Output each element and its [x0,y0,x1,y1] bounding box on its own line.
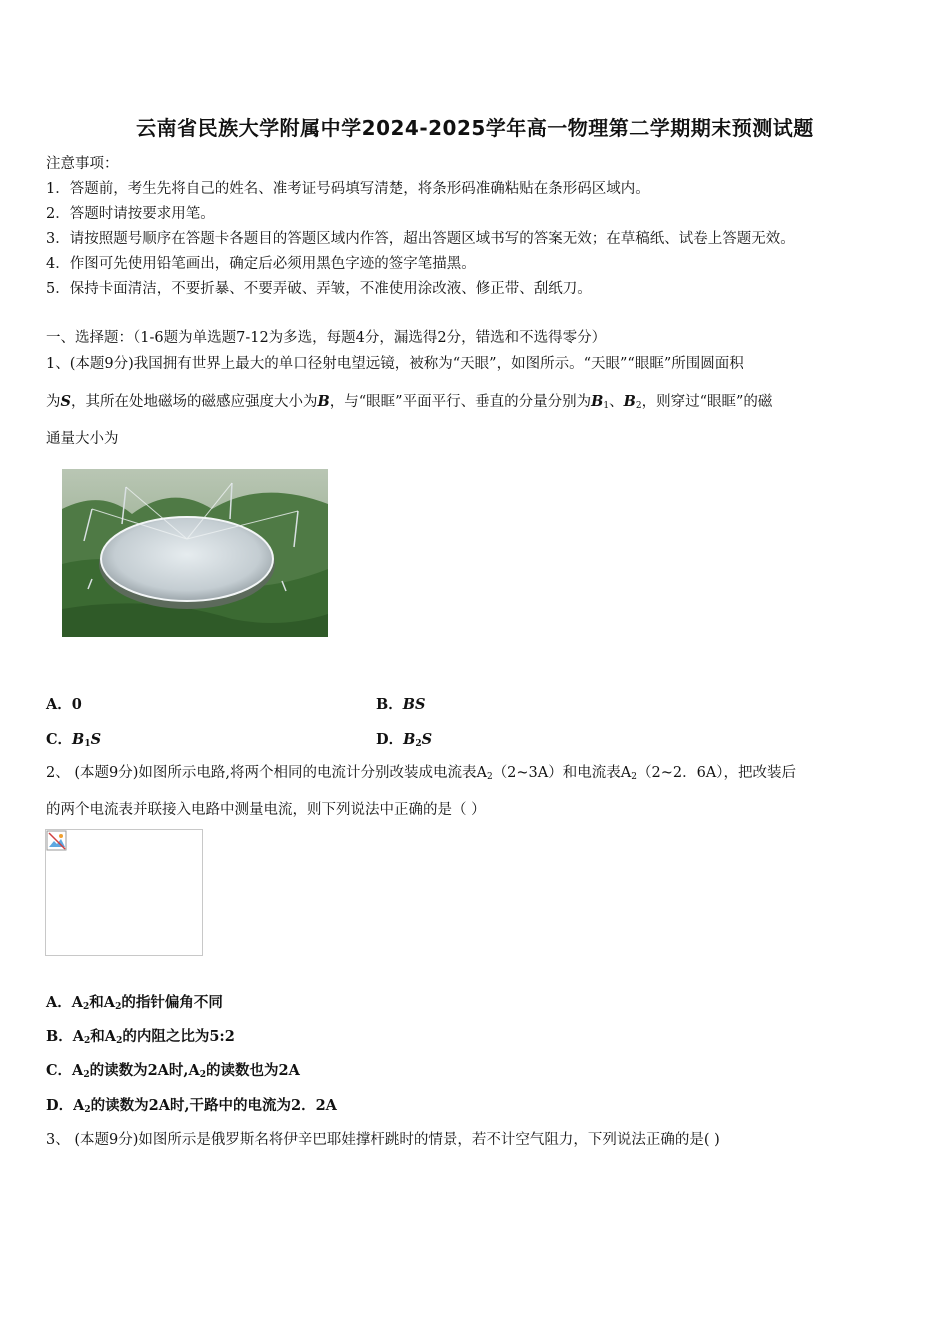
subscript: 2 [486,772,493,782]
q3-line1: 3、 (本题9分)如图所示是俄罗斯名将伊辛巴耶娃撑杆跳时的情景，若不计空气阻力，下列说法正确的是( ) [46,1132,720,1148]
option-text: 的指针偏角不同 [121,994,223,1011]
q2-text: （2~2．6A），把改装后 [636,765,797,781]
var-B2: B [623,393,636,410]
option-label: D． [46,1097,74,1114]
section-heading: 一、选择题：（1-6题为单选题7-12为多选，每题4分，漏选得2分，错选和不选得零分） [46,330,607,346]
option-text: 的读数为2A时,干路中的电流为2．2A [90,1097,337,1114]
q1-text: 为 [46,394,61,410]
q1-line1: 1、(本题9分)我国拥有世界上最大的单口径射电望远镜，被称为“天眼”，如图所示。“天眼”“眼眶”所围圆面积 [46,356,744,372]
notice-item: 4．作图可先使用铅笔画出，确定后必须用黑色字迹的签字笔描黑。 [46,256,476,272]
notice-item: 1．答题前，考生先将自己的姓名、准考证号码填写清楚，将条形码准确粘贴在条形码区域内。 [46,181,650,197]
q2-option-d[interactable] [46,1094,337,1115]
option-value: BS [402,696,426,713]
q1-line3: 通量大小为 [46,431,119,447]
option-label: C． [46,731,73,748]
option-label: C． [46,1062,73,1079]
q2-text: 2、 (本题9分)如图所示电路,将两个相同的电流计分别改装成电流表A [46,765,487,781]
q2-option-c[interactable] [46,1059,300,1080]
notice-heading: 注意事项： [46,156,119,172]
q2-option-a[interactable] [46,991,223,1012]
subscript: 2 [115,1002,122,1012]
notice-item: 2．答题时请按要求用笔。 [46,206,215,222]
option-label: D． [376,731,404,748]
option-text: 的读数也为2A [205,1062,300,1079]
option-text: 的内阻之比为5:2 [122,1028,235,1045]
var-B: B [317,393,330,410]
subscript: 2 [83,1070,90,1080]
option-text: A [72,1028,85,1045]
q2-line1 [46,761,796,782]
option-text: 和A [89,994,116,1011]
q2-line2: 的两个电流表并联接入电路中测量电流，则下列说法中正确的是（ ） [46,802,486,818]
notice-item: 3．请按照题号顺序在答题卡各题目的答题区域内作答，超出答题区域书写的答案无效；在草稿纸、试卷上答题无效。 [46,231,795,247]
option-value: S [421,731,433,748]
q1-option-b[interactable] [376,693,426,714]
subscript: 2 [199,1070,206,1080]
q1-text: 、 [609,394,624,410]
option-value: S [90,731,102,748]
q2-text: （2~3A）和电流表A [492,765,632,781]
option-text: A [72,1062,84,1079]
q1-text: ，其所在处地磁场的磁感应强度大小为 [70,394,318,410]
fast-telescope-photo [62,469,328,637]
page-title: 云南省民族大学附属中学2024-2025学年高一物理第二学期期末预测试题 [136,116,814,140]
q1-option-a[interactable] [46,693,82,714]
broken-image-placeholder [45,829,203,956]
q1-option-d[interactable] [376,728,432,749]
subscript: 1 [84,739,91,749]
option-value: 0 [71,696,82,713]
subscript: 2 [83,1002,90,1012]
q1-text: ，则穿过“眼眶”的磁 [641,394,773,410]
broken-image-icon [46,830,68,852]
option-label: B． [46,1028,73,1045]
subscript: 1 [603,401,610,411]
subscript: 2 [635,401,642,411]
notice-item: 5．保持卡面清洁，不要折暴、不要弄破、弄皱，不准使用涂改液、修正带、刮纸刀。 [46,281,592,297]
option-text: A [71,994,84,1011]
q1-option-c[interactable] [46,728,101,749]
option-text: 和A [90,1028,117,1045]
subscript: 2 [631,772,637,782]
option-label: A． [46,696,72,713]
var-S: S [60,393,71,410]
subscript: 2 [415,739,422,749]
option-label: A． [46,994,72,1011]
option-value: B [72,731,85,748]
var-B1: B [591,393,604,410]
subscript: 2 [116,1036,123,1046]
q2-option-b[interactable] [46,1025,235,1046]
subscript: 2 [84,1105,91,1115]
option-value: B [403,731,416,748]
subscript: 2 [84,1036,91,1046]
option-text: A [73,1097,85,1114]
q1-line2 [46,390,772,411]
q1-text: ，与“眼眶”平面平行、垂直的分量分别为 [329,394,592,410]
option-label: B． [376,696,403,713]
option-text: 的读数为2A时,A [89,1062,200,1079]
